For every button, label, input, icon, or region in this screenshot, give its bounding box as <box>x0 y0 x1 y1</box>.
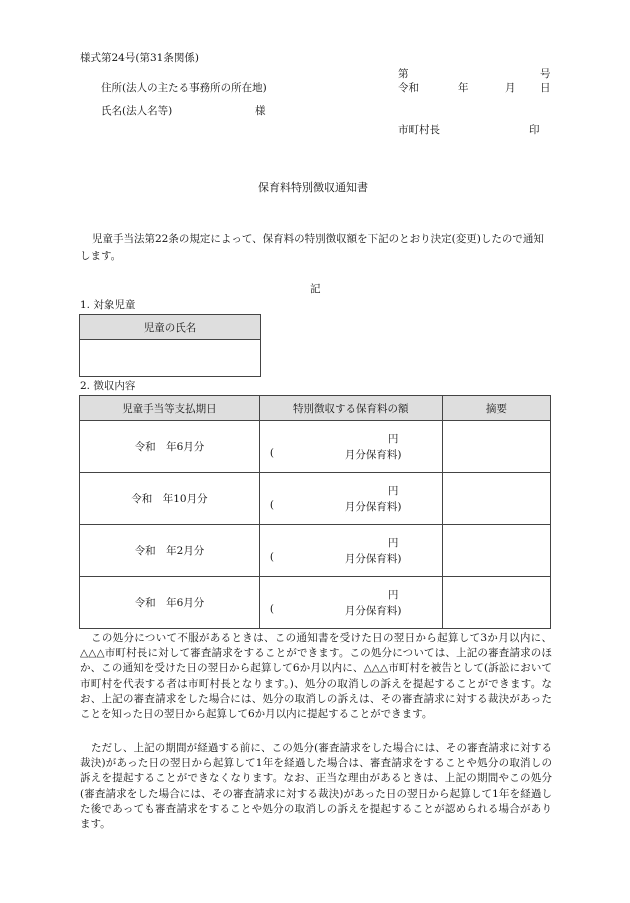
date-month: 月 <box>505 82 516 94</box>
form-number: 様式第24号(第31条関係) <box>80 52 199 64</box>
yen-unit: 円 <box>387 537 399 549</box>
target-child-table <box>79 314 261 377</box>
yen-unit: 円 <box>387 485 399 497</box>
open-paren: ( <box>269 551 274 563</box>
remarks-cell[interactable] <box>442 473 550 525</box>
intro-paragraph: 児童手当法第22条の規定によって、保育料の特別徴収額を下記のとおり決定(変更)したので通知します。 <box>80 233 544 262</box>
open-paren: ( <box>269 499 274 511</box>
table-row <box>80 525 551 577</box>
seal-mark: 印 <box>529 124 540 136</box>
appeal-notice-paragraph: この処分について不服があるときは、この通知書を受けた日の翌日から起算して3か月以内に、△△△市町村長に対して審査請求をすることができます。この処分については、上記の審査請求のほか、この通知を受けた日の翌日から起算して6か月以内に、△△△市町村を被告として(訴訟において市町村を代表する者は市町村長となります。)、処分の取消しの訴えを提起することができます。なお、上記の審査請求をした場合には、処分の取消しの訴えは、その審査請求に対する裁決があったことを知った日の翌日から起算して6か月以内に提起することができます。 <box>80 632 552 721</box>
payment-date-cell: 令和 年6月分 <box>80 421 260 473</box>
child-name-header: 児童の氏名 <box>80 315 261 340</box>
open-paren: ( <box>269 603 274 615</box>
month-fee-label: 月分保育料) <box>344 605 402 617</box>
month-fee-label: 月分保育料) <box>344 553 402 565</box>
remarks-cell[interactable] <box>442 577 550 629</box>
date-day: 日 <box>540 82 551 94</box>
payment-date-header: 児童手当等支払期日 <box>80 396 260 421</box>
deadline-notice-paragraph: ただし、上記の期間が経過する前に、この処分(審査請求をした場合には、その審査請求に対する裁決)があった日の翌日から起算して1年を経過した場合は、審査請求をすることや処分の取消しの訴えを提起することができなくなります。なお、正当な理由があるときは、上記の期間やこの処分(審査請求をした場合には、その審査請求に対する裁決)があった日の翌日から起算して1年を経過した後であっても審査請求をすることや処分の取消しの訴えを提起することが認められる場合があります。 <box>80 742 552 831</box>
document-number-prefix: 第 <box>398 68 409 80</box>
remarks-header: 摘要 <box>442 396 550 421</box>
amount-cell[interactable] <box>259 421 442 473</box>
table-row <box>80 473 551 525</box>
remarks-cell[interactable] <box>442 525 550 577</box>
payment-date-cell: 令和 年6月分 <box>80 577 260 629</box>
payment-date-cell: 令和 年2月分 <box>80 525 260 577</box>
section2-heading: 2. 徴収内容 <box>80 380 136 392</box>
amount-header: 特別徴収する保育料の額 <box>259 396 442 421</box>
amount-cell[interactable] <box>259 577 442 629</box>
payment-date-cell: 令和 年10月分 <box>80 473 260 525</box>
open-paren: ( <box>269 447 274 459</box>
table-row <box>80 421 551 473</box>
name-label: 氏名(法人名等) <box>101 105 173 117</box>
table-row <box>80 577 551 629</box>
document-title: 保育料特別徴収通知書 <box>258 181 368 194</box>
amount-cell[interactable] <box>259 525 442 577</box>
ki-marker: 記 <box>310 283 321 295</box>
collection-table <box>79 395 551 629</box>
amount-cell[interactable] <box>259 473 442 525</box>
month-fee-label: 月分保育料) <box>344 449 402 461</box>
issuer: 市町村長 <box>398 124 440 136</box>
month-fee-label: 月分保育料) <box>344 501 402 513</box>
date-year: 年 <box>458 82 469 94</box>
child-name-cell[interactable] <box>80 340 261 377</box>
document-number-suffix: 号 <box>540 68 551 80</box>
date-era: 令和 <box>398 82 419 94</box>
yen-unit: 円 <box>387 589 399 601</box>
yen-unit: 円 <box>387 433 399 445</box>
honorific: 様 <box>255 105 266 117</box>
remarks-cell[interactable] <box>442 421 550 473</box>
section1-heading: 1. 対象児童 <box>80 299 136 311</box>
address-label: 住所(法人の主たる事務所の所在地) <box>101 82 267 94</box>
